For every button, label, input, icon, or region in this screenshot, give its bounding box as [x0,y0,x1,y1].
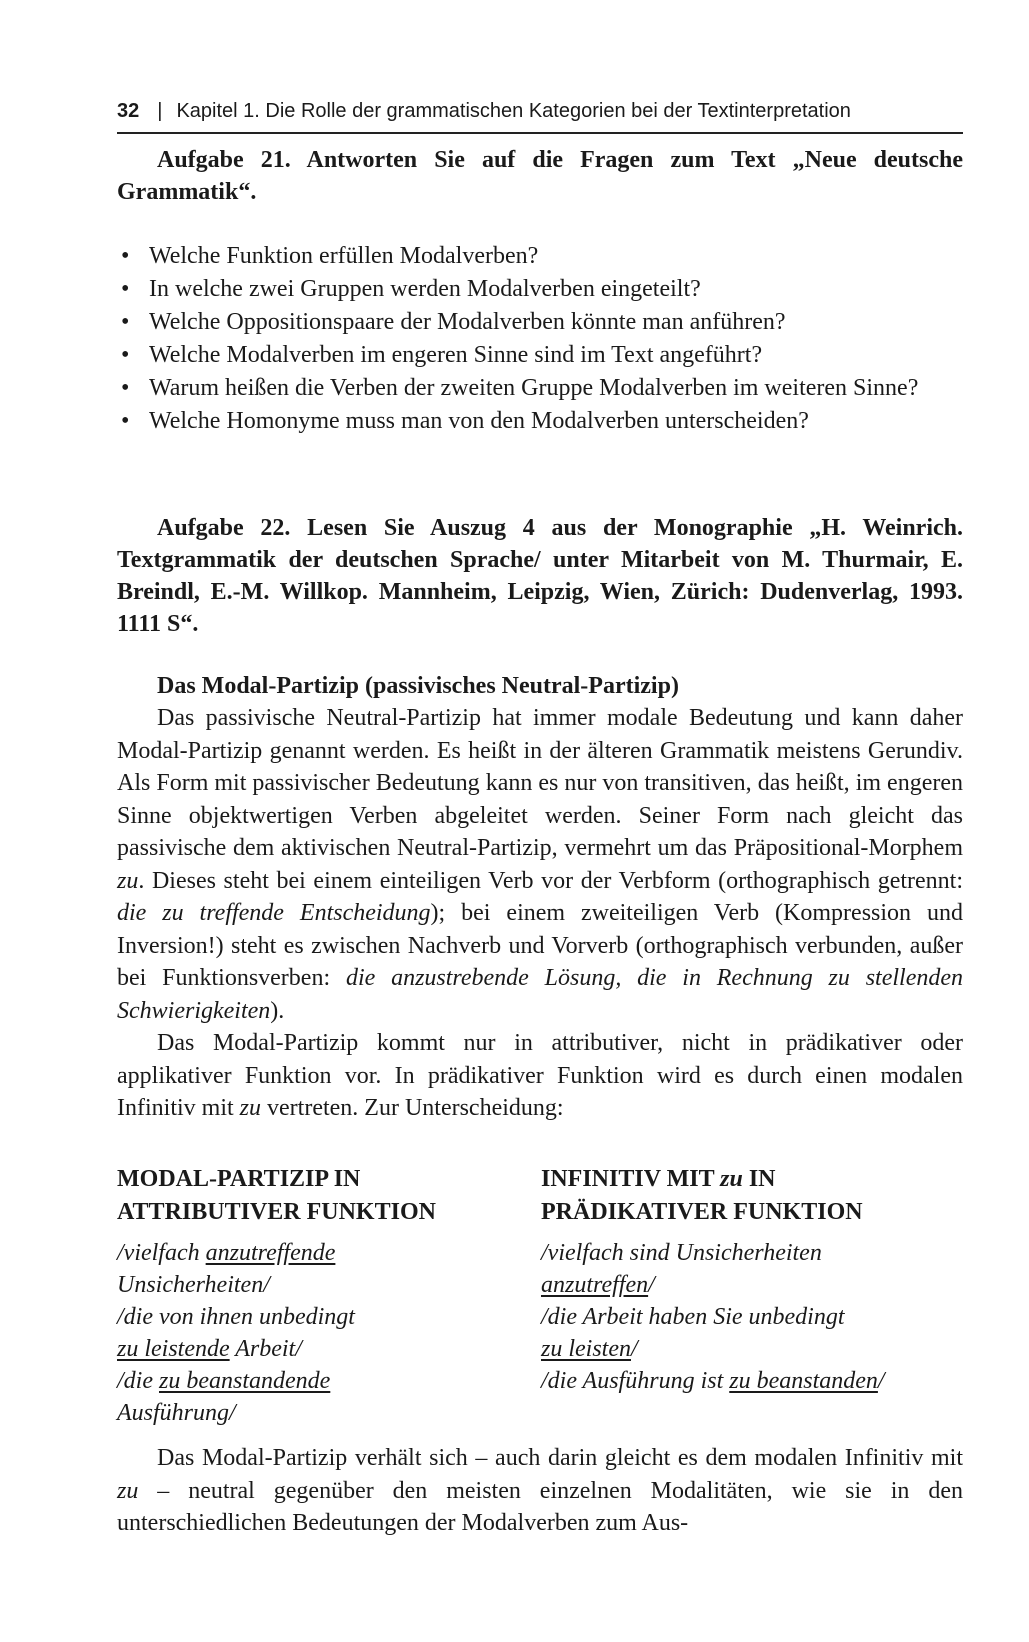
bullet-icon: • [121,342,130,368]
closing-paragraph [117,1442,963,1540]
header-separator: | [157,100,163,122]
example-line: /die Ausführung ist zu beanstanden/ [541,1368,885,1394]
question-list [117,240,963,438]
right-examples [541,1237,941,1397]
example-line: /vielfach anzutreffende [117,1240,336,1266]
bullet-icon: • [121,276,130,302]
chapter-title: Kapitel 1. Die Rolle der grammatischen Kategorien bei der Textinterpretation [176,100,851,122]
bullet-icon: • [121,375,130,401]
list-item: • In welche zwei Gruppen werden Modalverben eingeteilt? [117,273,963,306]
list-item: • Warum heißen die Verben der zweiten Gruppe Modalverben im weiteren Sinne? [117,372,963,405]
section-body [117,670,963,1125]
paragraph: Das Modal-Partizip kommt nur in attributiver, nicht in prädikativer oder applikativer Funktion vor. In prädikativer Funktion wird es durch einen modalen Infinitiv mit zu vertreten. Zur Unterscheidung: [117,1030,963,1121]
example-line: zu leistende Arbeit/ [117,1336,302,1362]
running-header [117,96,963,134]
task-21 [117,144,963,438]
left-column-heading: MODAL-PARTIZIP IN ATTRIBUTIVER FUNKTION [117,1166,436,1225]
bullet-icon: • [121,309,130,335]
example-line: /vielfach sind Unsicherheiten [541,1240,822,1266]
paragraph: Das Modal-Partizip verhält sich – auch darin gleicht es dem modalen Infinitiv mit zu – neutral gegenüber den meisten einzelnen Modalitäten, wie sie in den unterschiedlichen Bedeutungen der Modalverben zum Aus- [117,1445,963,1536]
left-examples [117,1237,517,1429]
bullet-icon: • [121,408,130,434]
example-line: Unsicherheiten/ [117,1272,270,1298]
list-item: • Welche Modalverben im engeren Sinne sind im Text angeführt? [117,339,963,372]
task-21-title: Aufgabe 21. Antworten Sie auf die Fragen zum Text „Neue deutsche Grammatik“. [117,147,963,205]
comparison-right-column [541,1163,941,1397]
example-line: zu leisten/ [541,1336,638,1362]
list-item: • Welche Funktion erfüllen Modalverben? [117,240,963,273]
example-line: /die zu beanstandende [117,1368,331,1394]
bullet-icon: • [121,243,130,269]
example-line: /die Arbeit haben Sie unbedingt [541,1304,845,1330]
task-22-title: Aufgabe 22. Lesen Sie Auszug 4 aus der Monographie „H. Weinrich. Textgrammatik der deutschen Sprache/ unter Mitarbeit von M. Thurmair, E. Breindl, E.-M. Willkop. Mannheim, Leipzig, Wien, Zürich: Dudenverlag, 1993. 1111 S“. [117,515,963,637]
page-number: 32 [117,100,140,122]
list-item: • Welche Oppositionspaare der Modalverben könnte man anführen? [117,306,963,339]
section-title: Das Modal-Partizip (passivisches Neutral-Partizip) [157,673,679,699]
example-line: Ausführung/ [117,1400,236,1426]
paragraph: Das passivische Neutral-Partizip hat immer modale Bedeutung und kann daher Modal-Partizip genannt werden. Es heißt in der älteren Grammatik meistens Gerundiv. Als Form mit passivischer Bedeutung kann es nur von transitiven, das heißt, im engeren Sinne objektwertigen Verben abgeleitet werden. Seiner Form nach gleicht das passivische dem aktivischen Neutral-Partizip, vermehrt um das Präpositional-Morphem zu. Dieses steht bei einem einteiligen Verb vor der Verbform (orthographisch getrennt: die zu treffende Entscheidung); bei einem zweiteiligen Verb (Kompression und Inversion!) steht es zwischen Nachverb und Vorverb (orthographisch verbunden, außer bei Funktionsverben: die anzustrebende Lösung, die in Rechnung zu stellenden Schwierigkeiten). [117,705,963,1024]
comparison-left-column [117,1163,517,1429]
right-column-heading: INFINITIV MIT zu IN PRÄDIKATIVER FUNKTION [541,1166,863,1225]
example-line: anzutreffen/ [541,1272,655,1298]
list-item: • Welche Homonyme muss man von den Modalverben unterscheiden? [117,405,963,438]
task-22 [117,512,963,640]
example-line: /die von ihnen unbedingt [117,1304,355,1330]
